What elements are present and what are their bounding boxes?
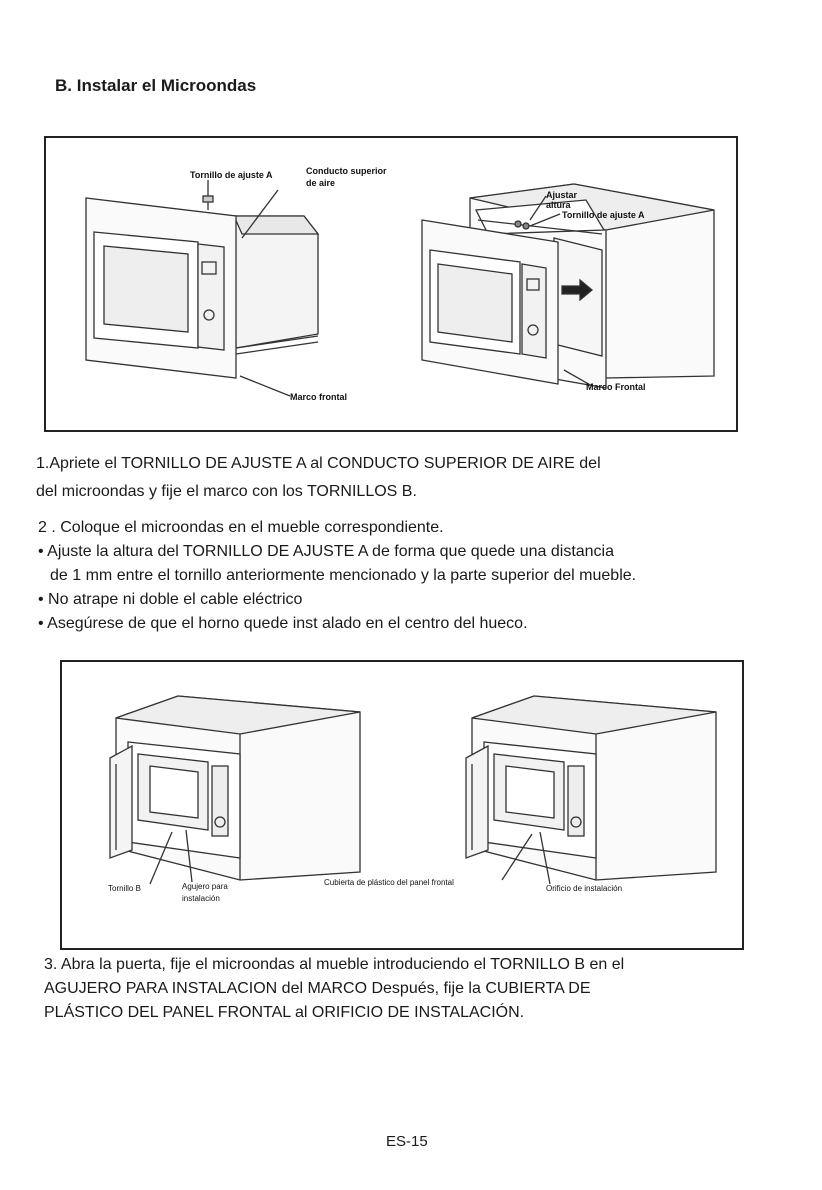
label-orificio-instalacion: Orificio de instalación xyxy=(546,884,623,893)
label-agujero-line2: instalación xyxy=(182,894,220,903)
label-cubierta-plastico: Cubierta de plástico del panel frontal xyxy=(324,878,454,887)
step-1-text xyxy=(36,452,776,504)
step-2-line-1: 2 . Coloque el microondas en el mueble correspondiente. xyxy=(38,519,444,536)
step-3-line-2: AGUJERO PARA INSTALACION del MARCO Después, fije la CUBIERTA DE xyxy=(44,980,591,997)
label-tornillo-ajuste-a-right: Tornillo de ajuste A xyxy=(562,210,645,220)
step-3-line-3: PLÁSTICO DEL PANEL FRONTAL al ORIFICIO DE INSTALACIÓN. xyxy=(44,1004,525,1021)
figure-1-frame-installation xyxy=(44,136,738,432)
label-conducto-line1: Conducto superior xyxy=(306,166,387,176)
step-2-bullet-1-line-1: • Ajuste la altura del TORNILLO DE AJUSTE A de forma que quede una distancia xyxy=(38,543,615,560)
step-1-line-2: del microondas y fije el marco con los TORNILLOS B. xyxy=(36,483,417,500)
label-ajustar-line2: altura xyxy=(546,200,571,210)
figure-2-screw-installation xyxy=(60,660,744,950)
step-2-bullet-2: • No atrape ni doble el cable eléctrico xyxy=(38,591,303,608)
step-2-bullet-3: • Asegúrese de que el horno quede inst alado en el centro del hueco. xyxy=(38,615,528,632)
label-ajustar-line1: Ajustar xyxy=(546,190,578,200)
label-agujero-line1: Agujero para xyxy=(182,882,228,891)
label-marco-frontal-right: Marco Frontal xyxy=(586,382,646,392)
step-3-line-1: 3. Abra la puerta, fije el microondas al mueble introduciendo el TORNILLO B en el xyxy=(44,956,625,973)
section-title: B. Instalar el Microondas xyxy=(55,76,257,95)
label-marco-frontal-left: Marco frontal xyxy=(290,392,348,402)
label-conducto-line2: de aire xyxy=(306,178,336,188)
page-number: ES-15 xyxy=(386,1133,428,1150)
figure-2-illustration xyxy=(62,662,742,948)
label-tornillo-ajuste-a-left: Tornillo de ajuste A xyxy=(190,170,273,180)
step-1-line-1: 1.Apriete el TORNILLO DE AJUSTE A al CONDUCTO SUPERIOR DE AIRE del xyxy=(36,455,601,472)
step-2-text xyxy=(38,516,798,636)
step-3-text xyxy=(44,953,784,1025)
step-2-bullet-1-line-2: de 1 mm entre el tornillo anteriormente mencionado y la parte superior del mueble. xyxy=(50,567,637,584)
label-tornillo-b: Tornillo B xyxy=(108,884,141,893)
